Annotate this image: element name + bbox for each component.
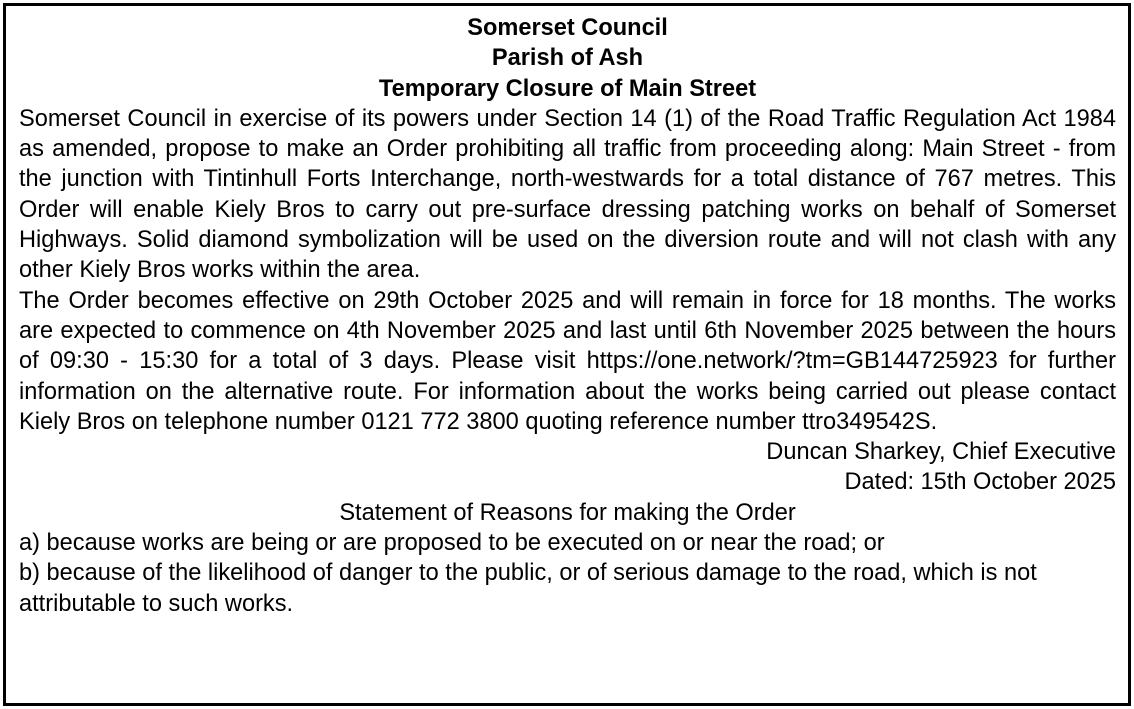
reasons-heading: Statement of Reasons for making the Order	[339, 499, 796, 526]
dated-line: Dated: 15th October 2025	[844, 469, 1116, 496]
reason-a: a) because works are being or are proposed to be executed on or near the road; or	[19, 530, 885, 557]
reason-b: b) because of the likelihood of danger to the public, or of serious damage to the road, which is not attributable to such works.	[19, 560, 1037, 617]
signatory: Duncan Sharkey, Chief Executive	[766, 439, 1116, 466]
notice-title: Temporary Closure of Main Street	[378, 75, 757, 102]
council-name: Somerset Council	[467, 15, 668, 41]
effective-paragraph: The Order becomes effective on 29th October 2025 and will remain in force for 18 months. The works are expected to commence on 4th November 2025 and last until 6th November 2025 between the hours of 09:30 - 15:30 for a total of 3 days. Please visit https://one.network/?tm=GB144725923 for further information on the alternative route. For information about the works being carried out please contact Kiely Bros on telephone number 0121 772 3800 quoting reference number ttro349542S.	[19, 287, 1116, 435]
parish-name: Parish of Ash	[491, 45, 644, 72]
public-notice	[3, 3, 1131, 706]
order-paragraph: Somerset Council in exercise of its powers under Section 14 (1) of the Road Traffic Regulation Act 1984 as amended, propose to make an Order prohibiting all traffic from proceeding along: Main Street - from the junction with Tintinhull Forts Interchange, north-westwards for a total distance of 767 metres. This Order will enable Kiely Bros to carry out pre-surface dressing patching works on behalf of Somerset Highways. Solid diamond symbolization will be used on the diversion route and will not clash with any other Kiely Bros works within the area.	[19, 105, 1116, 284]
